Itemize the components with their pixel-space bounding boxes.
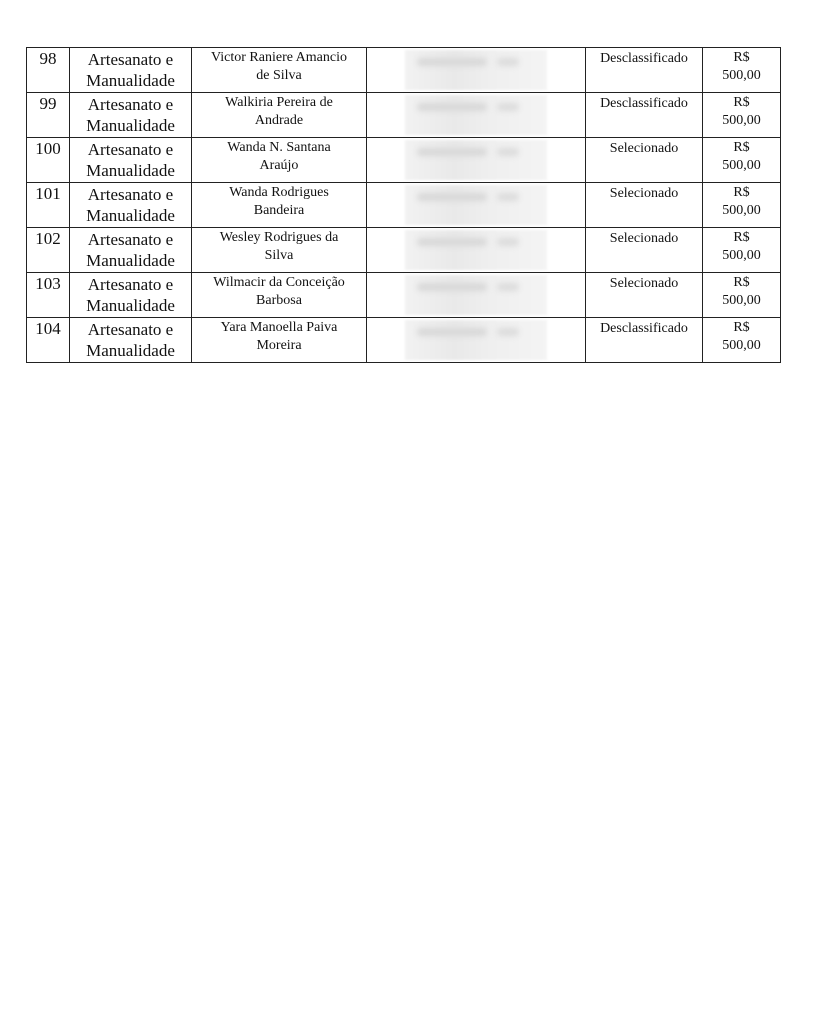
category-cell <box>70 138 192 183</box>
redaction-blur-line <box>497 103 519 111</box>
redaction-blur <box>405 275 547 315</box>
redaction-blur-line <box>417 103 487 111</box>
results-table-container <box>26 47 778 363</box>
table-row <box>27 228 781 273</box>
redacted-document-cell <box>367 183 586 228</box>
name-line-1: Walkiria Pereira de <box>225 95 333 110</box>
name-line-1: Wanda N. Santana <box>227 140 331 155</box>
table-row <box>27 183 781 228</box>
row-number: 100 <box>27 138 70 183</box>
category-line-2: Manualidade <box>86 116 175 135</box>
value-cell <box>703 93 781 138</box>
redacted-document-cell <box>367 93 586 138</box>
redacted-document-cell <box>367 228 586 273</box>
redacted-document-cell <box>367 48 586 93</box>
value-currency: R$ <box>733 230 750 245</box>
name-line-1: Wanda Rodrigues <box>229 185 329 200</box>
redaction-blur-line <box>497 58 519 66</box>
row-number: 102 <box>27 228 70 273</box>
category-cell <box>70 318 192 363</box>
redacted-document-cell <box>367 138 586 183</box>
value-amount: 500,00 <box>722 158 761 173</box>
name-line-1: Wesley Rodrigues da <box>219 230 339 245</box>
value-cell <box>703 273 781 318</box>
name-line-2: Moreira <box>256 338 302 353</box>
row-number: 101 <box>27 183 70 228</box>
redaction-blur-line <box>417 193 487 201</box>
name-cell <box>192 48 367 93</box>
value-cell <box>703 318 781 363</box>
category-line-2: Manualidade <box>86 161 175 180</box>
value-cell <box>703 48 781 93</box>
row-number: 103 <box>27 273 70 318</box>
value-currency: R$ <box>733 185 750 200</box>
category-line-2: Manualidade <box>86 206 175 225</box>
status-cell: Selecionado <box>586 183 703 228</box>
category-line-1: Artesanato e <box>87 275 174 294</box>
redaction-blur-line <box>417 328 487 336</box>
category-cell <box>70 93 192 138</box>
category-line-1: Artesanato e <box>87 230 174 249</box>
value-currency: R$ <box>733 95 750 110</box>
redaction-blur-line <box>497 238 519 246</box>
category-line-2: Manualidade <box>86 296 175 315</box>
status-cell: Desclassificado <box>586 48 703 93</box>
category-line-1: Artesanato e <box>87 185 174 204</box>
redaction-blur-line <box>497 148 519 156</box>
status-cell: Selecionado <box>586 273 703 318</box>
value-currency: R$ <box>733 140 750 155</box>
value-currency: R$ <box>733 275 750 290</box>
name-line-2: Andrade <box>254 113 304 128</box>
name-line-2: Araújo <box>259 158 299 173</box>
value-amount: 500,00 <box>722 338 761 353</box>
status-cell: Desclassificado <box>586 93 703 138</box>
status-cell: Selecionado <box>586 228 703 273</box>
name-cell <box>192 138 367 183</box>
category-cell <box>70 48 192 93</box>
redaction-blur-line <box>417 58 487 66</box>
category-cell <box>70 183 192 228</box>
category-line-2: Manualidade <box>86 341 175 360</box>
value-amount: 500,00 <box>722 68 761 83</box>
redaction-blur-line <box>497 283 519 291</box>
table-row <box>27 93 781 138</box>
redaction-blur <box>405 230 547 270</box>
category-line-2: Manualidade <box>86 251 175 270</box>
status-cell: Selecionado <box>586 138 703 183</box>
redacted-document-cell <box>367 318 586 363</box>
name-line-2: Silva <box>264 248 294 263</box>
redaction-blur <box>405 185 547 225</box>
name-line-2: Barbosa <box>256 293 302 308</box>
value-amount: 500,00 <box>722 293 761 308</box>
redaction-blur <box>405 50 547 90</box>
redaction-blur-line <box>497 328 519 336</box>
category-line-1: Artesanato e <box>87 320 174 339</box>
category-line-1: Artesanato e <box>87 140 174 159</box>
table-row <box>27 273 781 318</box>
redaction-blur-line <box>417 283 487 291</box>
value-amount: 500,00 <box>722 248 761 263</box>
redaction-blur <box>405 140 547 180</box>
category-line-1: Artesanato e <box>87 50 174 69</box>
name-cell <box>192 273 367 318</box>
value-cell <box>703 183 781 228</box>
table-row <box>27 48 781 93</box>
name-line-1: Wilmacir da Conceição <box>213 275 345 290</box>
name-line-2: de Silva <box>256 68 302 83</box>
table-row <box>27 318 781 363</box>
name-line-1: Yara Manoella Paiva <box>220 320 338 335</box>
name-cell <box>192 183 367 228</box>
name-cell <box>192 318 367 363</box>
name-cell <box>192 93 367 138</box>
redaction-blur-line <box>417 148 487 156</box>
redaction-blur-line <box>417 238 487 246</box>
name-line-2: Bandeira <box>253 203 305 218</box>
name-cell <box>192 228 367 273</box>
category-cell <box>70 228 192 273</box>
row-number: 104 <box>27 318 70 363</box>
value-cell <box>703 138 781 183</box>
value-currency: R$ <box>733 50 750 65</box>
redaction-blur-line <box>497 193 519 201</box>
value-amount: 500,00 <box>722 113 761 128</box>
redaction-blur <box>405 320 547 360</box>
status-cell: Desclassificado <box>586 318 703 363</box>
row-number: 99 <box>27 93 70 138</box>
results-table <box>26 47 781 363</box>
category-cell <box>70 273 192 318</box>
redaction-blur <box>405 95 547 135</box>
table-row <box>27 138 781 183</box>
category-line-1: Artesanato e <box>87 95 174 114</box>
value-currency: R$ <box>733 320 750 335</box>
category-line-2: Manualidade <box>86 71 175 90</box>
value-amount: 500,00 <box>722 203 761 218</box>
redacted-document-cell <box>367 273 586 318</box>
name-line-1: Victor Raniere Amancio <box>210 50 347 65</box>
row-number: 98 <box>27 48 70 93</box>
value-cell <box>703 228 781 273</box>
